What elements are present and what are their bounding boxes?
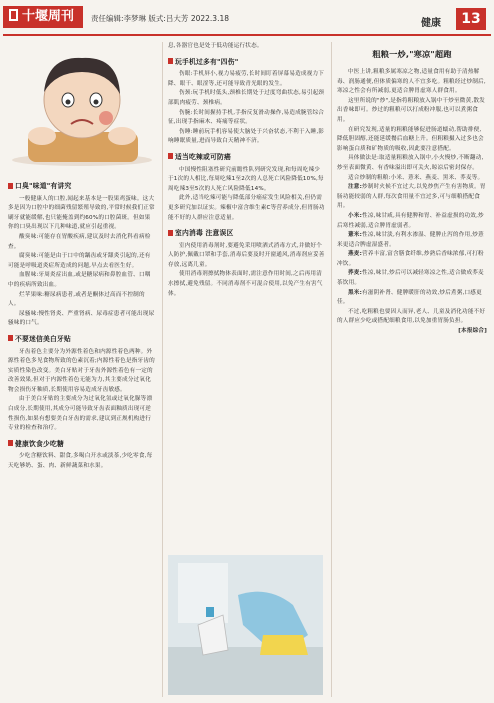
paragraph: 尿骚味:慢性肾炎、严重肾病、尿毒症患者可能出现尿骚味的口气。: [8, 310, 155, 327]
heading-marker-icon: [8, 440, 13, 446]
logo-mark-icon: [9, 9, 18, 21]
paragraph: 牙齿着色主要分为外源性着色和内源性着色两种。外源性着色多见食物所致的色素沉着;内源性着色是指牙齿的实质性染色改变。美白牙贴对于牙齿外源性着色有一定的改善效果,但对于内源性着色无能为力,其主要成分过氧化物会损伤牙釉质,长期使用容易造成牙齿敏感。: [8, 348, 155, 393]
article-source: [本报综合]: [458, 328, 487, 335]
heading-less-sugar: 健康饮食少吃糖: [8, 440, 156, 450]
keyword: 薏米:: [348, 232, 363, 239]
paragraph: 不过,吃粗粮也要因人而异,老人、儿童及消化功能不好的人群应少吃或搭配细粮食用,以免加重胃肠负担。: [337, 308, 486, 325]
masthead: [0, 0, 494, 40]
paragraph: 中国慢性阻塞性研究前瞻性队列研究发现,和每周吃辣少于1次的人相比,每周吃辣1至2次的人总死亡风险降低10%,每周吃辣3至5次的人死亡风险降低14%。: [168, 166, 324, 192]
paragraph: 室内使用消毒剂时,要避免采用喷洒式消毒方式,并做好个人防护,佩戴口罩和手套,消毒后要及时开窗通风,消毒剂应妥善存放,远离儿童。: [168, 242, 325, 268]
editor-credits: 责任编辑:李梦琳 版式:吕大芳 2022.3.18: [91, 14, 229, 23]
disinfection-photo: [168, 555, 323, 695]
heading-marker-icon: [168, 230, 173, 236]
paragraph: 伤颈:玩手机时低头,颈椎长期处于过度弯曲状态,易引起颈部肌肉疲劳、颈椎病。: [168, 90, 325, 106]
paragraph: 具体做法是:取适量粗粮放入锅中,小火慢炒,不断翻动,炒至表面微黄、有香味溢出即可关火,晾凉后密封保存。: [337, 155, 484, 171]
heading-marker-icon: [168, 58, 173, 64]
paragraph: 此外,适当吃辣可能与降低部分癌症发生风险相关,但仍需更多研究加以证实。辣椒中富含维生素C等营养成分,但胃肠功能不好的人群应注意适量。: [168, 195, 325, 221]
keyword: 燕麦:: [348, 251, 363, 258]
paragraph: 使用消毒剂擦拭物体表面时,需注意作用时间,之后再用清水擦拭,避免残留。不同消毒剂不可混合使用,以免产生有害气体。: [168, 271, 323, 297]
heading-marker-icon: [8, 183, 13, 189]
paragraph: 一般健康人的口腔,闻起来基本是一股果鸡蛋味。这大多是因为口腔中的细菌残留繁殖导致的,平常时候我们正常刷牙就能缓解,也只能掩盖到约60%的口腔菌斑。但如果你的口臭出现以下几种味道,就应引起重视。: [8, 195, 155, 231]
paragraph: 息,各器官也是处于低功能运行状态。: [168, 43, 263, 49]
paragraph: 薏米:性凉,味甘淡,有利水渗湿、健脾止泻的作用,炒薏米更适合脾虚湿盛者。: [337, 232, 484, 248]
article-title: 粗粮一炒,"寒凉"超跑: [372, 49, 452, 59]
paragraph: 适合炒制的粗粮:小米、薏米、燕麦、黑米、荞麦等。: [348, 174, 484, 181]
paragraph: 伤眼:手机屏小,视力易疲劳,长时间盯着屏幕易造成视力下降、眼干、眼涩等,还可能导致青光眼的发生。: [168, 71, 325, 87]
paragraph: 烂苹果味:糖尿病患者,或者是酮体过高而不控制的人。: [8, 291, 145, 308]
keyword: 注意:: [348, 184, 363, 191]
heading-marker-icon: [8, 335, 13, 341]
paragraph: 由于美白牙贴的主要成分为过氧化氢或过氧化脲等漂白成分,长期使用,其成分可能导致牙齿表面釉质出现可逆性损伤,如果有想要美白牙齿的需求,建议到正规机构进行专业的检查和治疗。: [8, 396, 153, 432]
heading-mouth-odor: 口臭"味道"有讲究: [8, 182, 156, 192]
newspaper-logo: [3, 6, 83, 28]
paragraph: 腐臭味:可能是由于口中的龋齿或牙龈炎引起的,还有可能是呼吸道炎症所造成的问题,早点去看医生好。: [8, 253, 151, 269]
paragraph: 黑米:有滋阴补肾、健脾暖肝的功效,炒后煮粥,口感更佳。: [337, 289, 482, 306]
section-name: 健康: [421, 18, 441, 29]
paragraph: 燕麦:营养丰富,富含膳食纤维,炒熟后香味浓郁,可打粉冲饮。: [337, 251, 484, 267]
logo-text: 十堰周刊: [22, 9, 75, 24]
column-divider: [162, 42, 163, 697]
heading-whitening-strips: 不要迷信美白牙贴: [8, 335, 156, 345]
paragraph: 注意:炒制时火候不宜过大,以免炒焦产生有害物质。胃肠功能较弱的人群,每次食用量不宜过多,可与细粮搭配食用。: [337, 184, 486, 210]
paragraph: 小米:性凉,味甘咸,具有健脾和胃、补益虚损的功效,炒后寒性减弱,适合脾胃虚弱者。: [337, 212, 484, 229]
keyword: 荞麦:: [348, 270, 363, 277]
column-right: [337, 42, 487, 337]
paragraph: 少吃含糖饮料、甜食,多喝白开水或淡茶,少吃零食,每天吃够奶、蛋、肉、新鲜蔬菜和水果。: [8, 453, 153, 470]
keyword: 黑米:: [348, 289, 363, 296]
keyword: 小米:: [348, 212, 363, 219]
heading-marker-icon: [168, 153, 173, 159]
paragraph: 在研究发现,适量的粗粮能够促进肠道蠕动,帮助排便,降低胆固醇,还能延缓餐后血糖上升。但粗粮摄入过多也会影响蛋白质和矿物质的吸收,因此要注意搭配。: [337, 126, 484, 152]
paragraph: 这里所说的"炒",是指将粗粮放入锅中干炒至微黄,散发出香味即可。炒过的粗粮可以打成粉冲服,也可以煮粥食用。: [337, 97, 485, 123]
page-number: 13: [456, 8, 486, 30]
heading-indoor-disinfection: 室内消毒 注意误区: [168, 229, 325, 239]
column-divider: [331, 42, 332, 697]
paragraph: 伤腕:长时间握持手机,手指反复滑动操作,易造成腕管综合征,出现手指麻木、疼痛等症状。: [168, 109, 325, 126]
heading-spicy-food: 适当吃辣或可防癌: [168, 153, 325, 163]
paragraph: 伤睡:睡前玩手机容易使大脑处于兴奋状态,不利于入睡,影响睡眠质量,进而导致白天精神不济。: [168, 128, 325, 145]
column-middle: [168, 42, 325, 299]
paragraph: 中医上讲,粗粮多属寒凉之物,适量食用有助于清热解毒、润肠通便,但体质偏寒的人不宜多吃。粗粮经过炒制后,寒凉之性会有所减弱,更适合脾胃虚寒人群食用。: [337, 69, 486, 95]
masthead-rule: [3, 34, 491, 36]
column-left: [8, 42, 156, 472]
paragraph: 荞麦:性凉,味甘,炒后可以减轻寒凉之性,适合做成荞麦茶饮用。: [337, 270, 484, 287]
heading-phone-harm: 玩手机过多有"四伤": [168, 58, 325, 68]
paragraph: 酸臭味:可能存在胃酸疾病,建议及时去消化科看病检查。: [8, 233, 151, 250]
paragraph: 血腥味:牙周炎症出血,或是糖尿病和鼻腔血管、口咽中的疾病所致出血。: [8, 272, 151, 288]
